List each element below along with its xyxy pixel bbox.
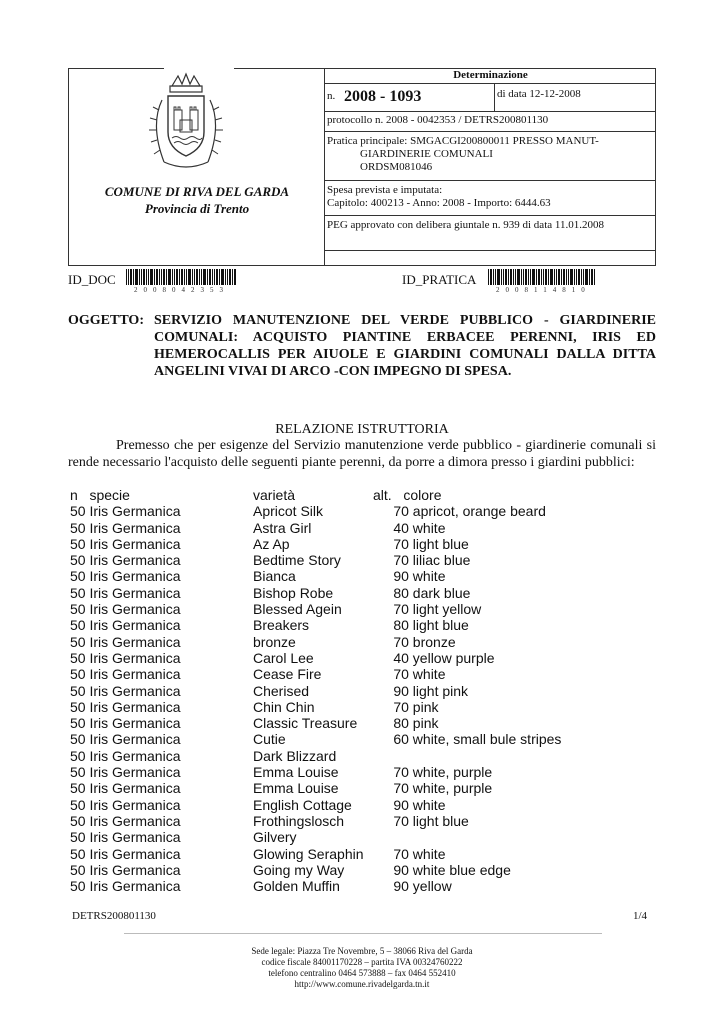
cell-variety: Emma Louise	[253, 780, 339, 797]
cell-height-color: 70 white	[370, 666, 446, 683]
determination-number: 2008 - 1093	[344, 88, 422, 105]
cell-species: 50 Iris Germanica	[70, 649, 181, 666]
cell-species: 50 Iris Germanica	[70, 764, 181, 781]
cell-variety: Emma Louise	[253, 764, 339, 781]
cell-height-color: 40 yellow purple	[370, 649, 495, 666]
cell-species: 50 Iris Germanica	[70, 568, 181, 585]
cell-height-color: 80 pink	[370, 715, 439, 732]
footer-address	[0, 946, 724, 990]
protocol-number: protocollo n. 2008 - 0042353 / DETRS200801130	[327, 114, 549, 126]
cell-species: 50 Iris Germanica	[70, 731, 181, 748]
header-row-line	[325, 250, 656, 251]
cell-height-color: 60 white, small bule stripes	[370, 731, 562, 748]
cell-species: 50 Iris Germanica	[70, 845, 181, 862]
document-type-title: Determinazione	[453, 69, 528, 81]
footer-phone-line: telefono centralino 0464 573888 – fax 0464 552410	[268, 968, 456, 978]
cell-variety: Cutie	[253, 731, 286, 748]
id-doc-label: ID_DOC	[68, 272, 116, 287]
determination-date: di data 12-12-2008	[497, 88, 581, 100]
id-doc-number: 2008042353	[134, 286, 229, 294]
cell-species: 50 Iris Germanica	[70, 747, 181, 764]
cell-species: 50 Iris Germanica	[70, 535, 181, 552]
main-practice-line3: ORDSM081046	[360, 161, 433, 173]
comune-name: COMUNE DI RIVA DEL GARDA	[104, 184, 290, 199]
cell-height-color: 90 white	[370, 568, 446, 585]
cell-height-color: 90 white	[370, 796, 446, 813]
cell-height-color: 70 pink	[370, 698, 439, 715]
cell-variety: Bianca	[253, 568, 296, 585]
subject-text: SERVIZIO MANUTENZIONE DEL VERDE PUBBLICO - GIARDINERIE COMUNALI: ACQUISTO PIANTINE ERBACEE PERENNI, IRIS ED HEMEROCALLIS PER AIUOLE E GIARDINI COMUNALI DALLA DITTA ANGELINI VIVAI DI ARCO -CON IMPEGNO DI SPESA.	[154, 313, 656, 379]
cell-variety: Gilvery	[253, 829, 297, 846]
report-paragraph: Premesso che per esigenze del Servizio manutenzione verde pubblico - giardinerie comunali si rende necessario l'acquisto delle seguenti piante perenni, da porre a dimora presso i giardini pubblici:	[68, 438, 656, 470]
cell-variety: Bishop Robe	[253, 584, 334, 601]
footer-doc-code: DETRS200801130	[72, 910, 156, 922]
id-doc-barcode	[126, 269, 236, 285]
cell-species: 50 Iris Germanica	[70, 682, 181, 699]
footer-address-line: Sede legale: Piazza Tre Novembre, 5 – 38066 Riva del Garda	[251, 946, 473, 956]
cell-height-color: 70 white, purple	[370, 780, 493, 797]
column-header-species: n specie	[70, 487, 130, 503]
cell-variety: Apricot Silk	[253, 503, 324, 520]
cell-species: 50 Iris Germanica	[70, 601, 181, 618]
provincia-name: Provincia di Trento	[144, 201, 250, 216]
cell-variety: Going my Way	[253, 861, 345, 878]
cell-species: 50 Iris Germanica	[70, 666, 181, 683]
cell-species: 50 Iris Germanica	[70, 633, 181, 650]
main-practice-line1: Pratica principale: SMGACGI200800011 PRESSO MANUT-	[327, 135, 599, 147]
cell-variety: Breakers	[253, 617, 310, 634]
cell-variety: Carol Lee	[253, 649, 314, 666]
cell-variety: Chin Chin	[253, 698, 315, 715]
cell-variety: Cherised	[253, 682, 310, 699]
cell-variety: Glowing Seraphin	[253, 845, 364, 862]
number-prefix: n.	[327, 90, 336, 102]
cell-species: 50 Iris Germanica	[70, 878, 181, 895]
cell-species: 50 Iris Germanica	[70, 861, 181, 878]
report-heading: RELAZIONE ISTRUTTORIA	[275, 422, 449, 437]
header-row-line	[325, 215, 656, 216]
cell-height-color: 80 light blue	[370, 617, 469, 634]
cell-height-color: 70 light yellow	[370, 601, 482, 618]
cell-species: 50 Iris Germanica	[70, 584, 181, 601]
cell-species: 50 Iris Germanica	[70, 715, 181, 732]
cell-variety: Classic Treasure	[253, 715, 358, 732]
cell-height-color: 70 white, purple	[370, 764, 493, 781]
cell-species: 50 Iris Germanica	[70, 698, 181, 715]
cell-height-color: 40 white	[370, 519, 446, 536]
subject-label: OGGETTO:	[68, 313, 144, 328]
header-row-line	[325, 180, 656, 181]
cell-variety: Bedtime Story	[253, 552, 341, 569]
id-pratica-label: ID_PRATICA	[402, 272, 477, 287]
column-header-height-color: alt. colore	[373, 487, 442, 503]
header-divider	[324, 68, 325, 266]
cell-variety: Cease Fire	[253, 666, 322, 683]
cell-species: 50 Iris Germanica	[70, 780, 181, 797]
cell-height-color: 70 light blue	[370, 535, 469, 552]
page-number: 1/4	[633, 910, 648, 922]
cell-height-color: 90 light pink	[370, 682, 469, 699]
cell-height-color: 90 yellow	[370, 878, 452, 895]
cell-height-color: 90 white blue edge	[370, 861, 511, 878]
cell-species: 50 Iris Germanica	[70, 503, 181, 520]
cell-species: 50 Iris Germanica	[70, 552, 181, 569]
header-row-line	[325, 111, 656, 112]
footer-website-link[interactable]: http://www.comune.rivadelgarda.tn.it	[294, 979, 430, 989]
header-row-line	[325, 83, 656, 84]
municipal-crest-icon	[142, 70, 230, 180]
cell-variety: Az Ap	[253, 535, 290, 552]
number-date-divider	[494, 83, 495, 111]
cell-species: 50 Iris Germanica	[70, 829, 181, 846]
id-pratica-number: 2008114810	[496, 286, 591, 294]
cell-height-color: 70 apricot, orange beard	[370, 503, 546, 520]
cell-height-color: 70 bronze	[370, 633, 456, 650]
cell-height-color: 70 white	[370, 845, 446, 862]
id-pratica-barcode	[488, 269, 596, 285]
footer-fiscal-line: codice fiscale 84001170228 – partita IVA 00324760222	[261, 957, 463, 967]
expense-detail: Capitolo: 400213 - Anno: 2008 - Importo: 6444.63	[327, 197, 551, 209]
cell-variety: Golden Muffin	[253, 878, 340, 895]
header-row-line	[325, 131, 656, 132]
cell-height-color: 80 dark blue	[370, 584, 471, 601]
cell-species: 50 Iris Germanica	[70, 617, 181, 634]
main-practice-line2: GIARDINERIE COMUNALI	[360, 148, 493, 160]
cell-variety: Astra Girl	[253, 519, 312, 536]
cell-variety: Frothingslosch	[253, 812, 345, 829]
cell-species: 50 Iris Germanica	[70, 519, 181, 536]
cell-height-color: 70 liliac blue	[370, 552, 471, 569]
column-header-variety: varietà	[253, 487, 296, 503]
cell-variety: English Cottage	[253, 796, 352, 813]
comune-heading	[70, 183, 324, 217]
cell-variety: Dark Blizzard	[253, 747, 337, 764]
cell-species: 50 Iris Germanica	[70, 796, 181, 813]
peg-approval: PEG approvato con delibera giuntale n. 939 di data 11.01.2008	[327, 219, 604, 231]
cell-variety: bronze	[253, 633, 296, 650]
expense-label: Spesa prevista e imputata:	[327, 184, 443, 196]
footer-divider	[124, 933, 602, 934]
cell-height-color: 70 light blue	[370, 812, 469, 829]
cell-variety: Blessed Agein	[253, 601, 342, 618]
cell-species: 50 Iris Germanica	[70, 812, 181, 829]
